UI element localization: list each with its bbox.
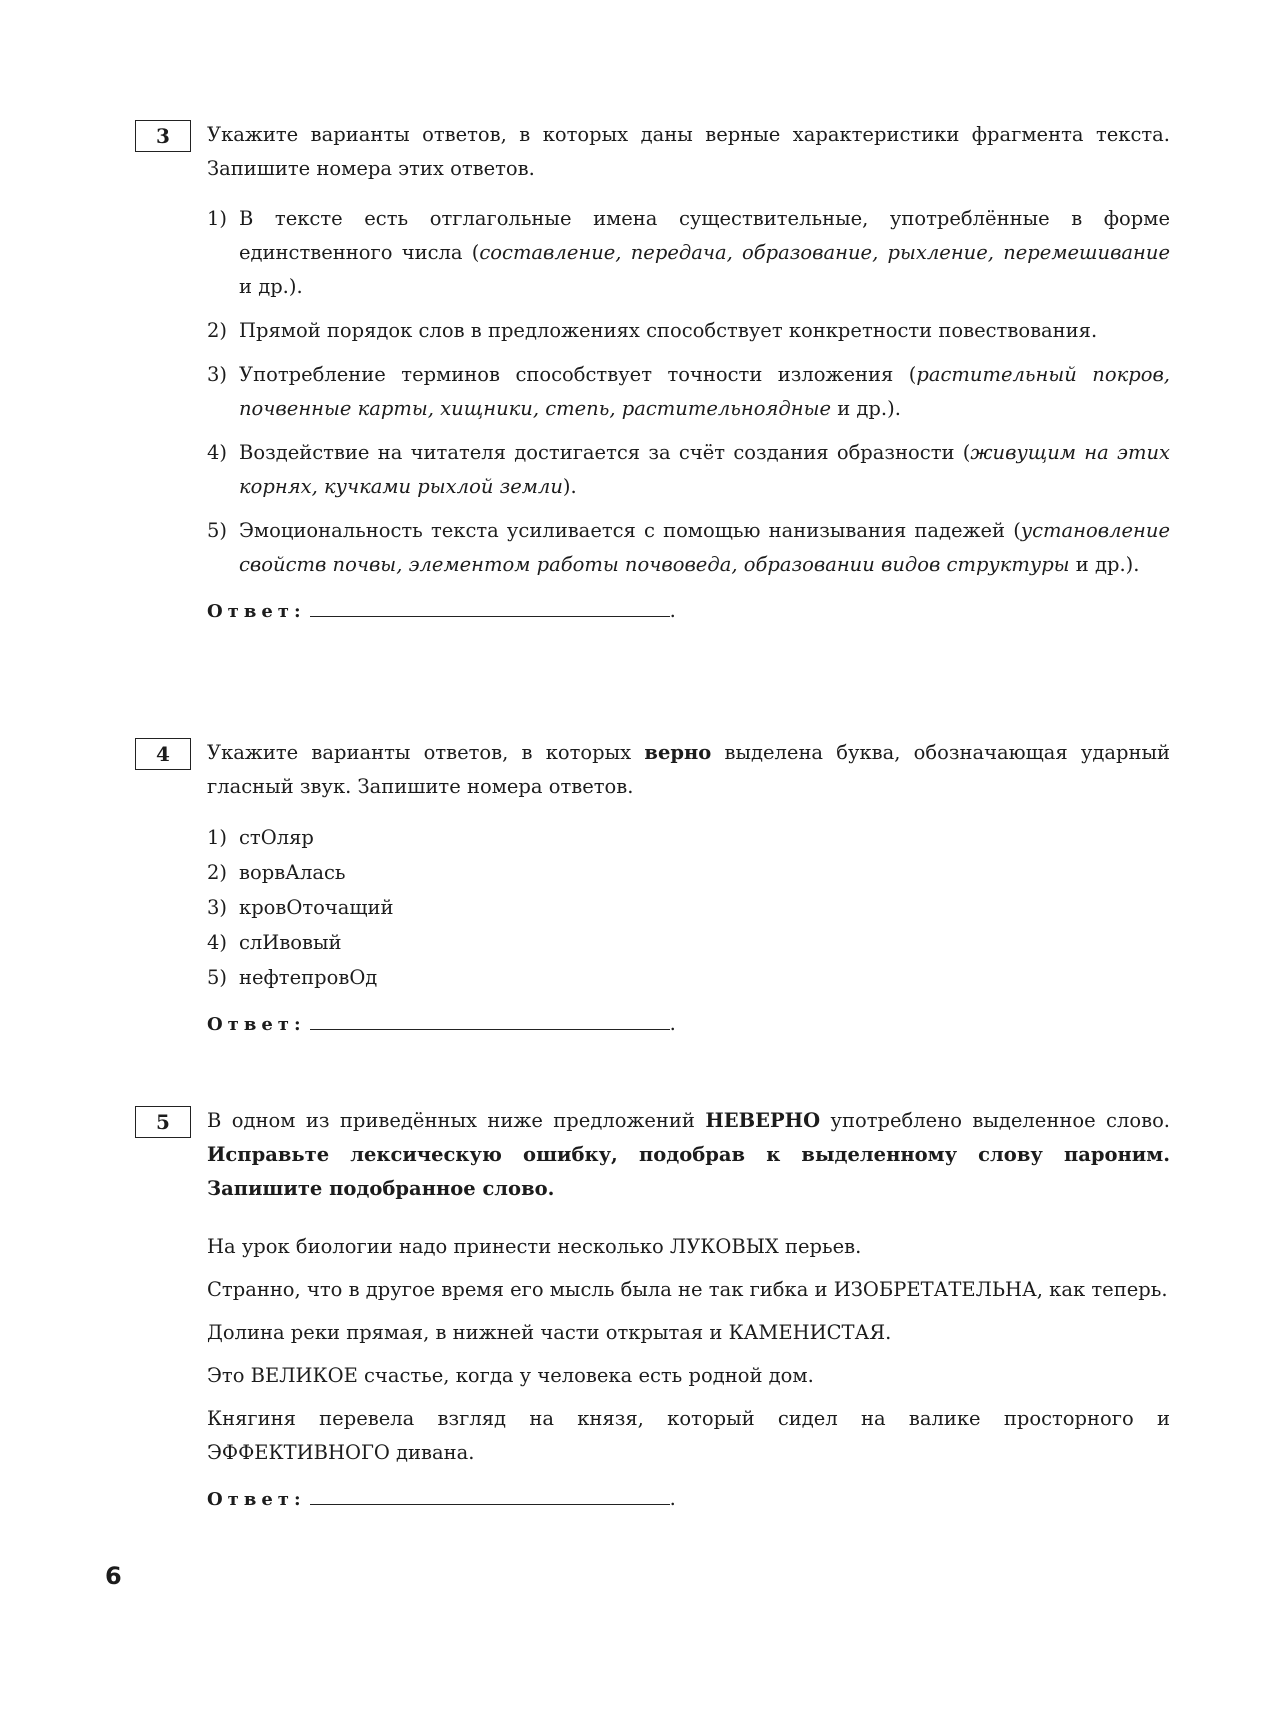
sentence: Долина реки прямая, в нижней части открытая и КАМЕНИСТАЯ. — [207, 1321, 892, 1344]
answer-option: 1) В тексте есть отглагольные имена существительные, употреблённые в форме единственного числа (составление, передача, образование, рыхление, перемешивание и др.). — [207, 207, 1170, 298]
answer-field[interactable] — [310, 594, 670, 617]
answer-option: 3) Употребление терминов способствует точности изложения (растительный покров, почвенные карты, хищники, степь, растительноядные и др.). — [207, 363, 1170, 420]
word-option: 4) слИвовый — [207, 931, 342, 954]
word-option: 3) кровОточащий — [207, 896, 394, 919]
sentence: Странно, что в другое время его мысль была не так гибка и ИЗОБРЕТАТЕЛЬНА, как теперь. — [207, 1278, 1168, 1301]
task-number-box: 4 — [135, 738, 191, 770]
answer-label: Ответ: — [207, 1489, 306, 1510]
task-question: В одном из приведённых ниже предложений НЕВЕРНО употреблено выделенное слово. Исправьте лексическую ошибку, подобрав к выделенному слову пароним. Запишите подобранное слово. — [207, 1109, 1171, 1200]
answer-line: Ответ: . — [207, 1482, 1170, 1517]
sentence: На урок биологии надо принести несколько ЛУКОВЫХ перьев. — [207, 1235, 862, 1258]
answer-line: Ответ: . — [207, 594, 1170, 629]
task-number-box: 5 — [135, 1106, 191, 1138]
answer-option: 4) Воздействие на читателя достигается за счёт создания образности (живущим на этих корнях, кучками рыхлой земли). — [207, 441, 1170, 498]
page-number: 6 — [105, 1562, 122, 1590]
answer-option: 5) Эмоциональность текста усиливается с помощью нанизывания падежей (установление свойств почвы, элементом работы почвоведа, образовании видов структуры и др.). — [207, 519, 1170, 576]
answer-field[interactable] — [310, 1482, 670, 1505]
word-option: 5) нефтепровОд — [207, 966, 378, 989]
answer-field[interactable] — [310, 1007, 670, 1030]
word-option: 1) стОляр — [207, 826, 314, 849]
answer-label: Ответ: — [207, 1014, 306, 1035]
task-question: Укажите варианты ответов, в которых верно выделена буква, обозначающая ударный гласный звук. Запишите номера ответов. — [207, 741, 1171, 798]
answer-option: 2) Прямой порядок слов в предложениях способствует конкретности повествования. — [207, 319, 1098, 342]
sentence: Это ВЕЛИКОЕ счастье, когда у человека есть родной дом. — [207, 1364, 814, 1387]
task-question: Укажите варианты ответов, в которых даны верные характеристики фрагмента текста. Запишите номера этих ответов. — [207, 123, 1170, 180]
sentence: Княгиня перевела взгляд на князя, который сидел на валике просторного и ЭФФЕКТИВНОГО дивана. — [207, 1407, 1170, 1464]
answer-line: Ответ: . — [207, 1007, 1170, 1042]
answer-label: Ответ: — [207, 601, 306, 622]
task-number-box: 3 — [135, 120, 191, 152]
word-option: 2) ворвАлась — [207, 861, 346, 884]
